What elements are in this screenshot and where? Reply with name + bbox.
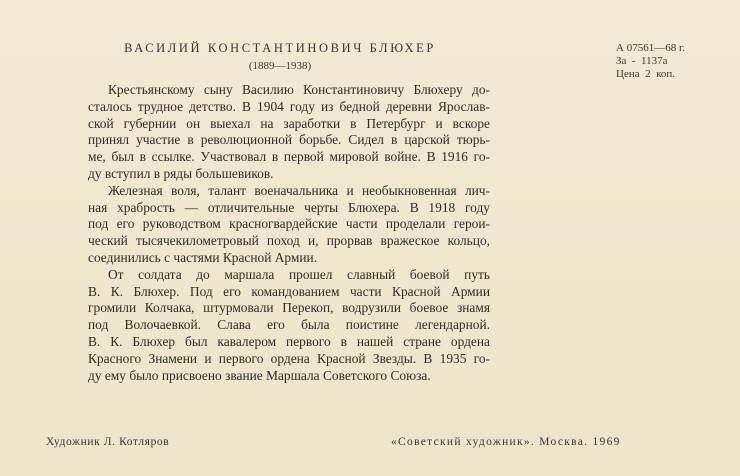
text-line: В. К. Блюхер был кавалером первого в нашей стране ордена bbox=[88, 333, 490, 349]
artist-credit: Художник Л. Котляров bbox=[46, 436, 170, 448]
paragraph-marshal bbox=[88, 267, 490, 385]
print-code-line: За - 1137а bbox=[616, 55, 668, 67]
text-line: ме, был в ссылке. Участвовал в первой мировой войне. В 1916 го- bbox=[88, 149, 490, 165]
print-info bbox=[616, 42, 685, 81]
paragraph-civil-war bbox=[88, 183, 490, 267]
text-line: От солдата до маршала прошел славный боевой путь bbox=[108, 266, 490, 282]
text-line: Железная воля, талант военачальника и необыкновенная лич- bbox=[108, 182, 490, 198]
text-line: ской губернии он выехал на заработки в Петербург и вскоре bbox=[88, 115, 490, 131]
text-line: ду ему было присвоено звание Маршала Советского Союза. bbox=[88, 367, 431, 383]
paragraph-childhood bbox=[88, 82, 490, 183]
text-line: Крестьянскому сыну Василию Константиновичу Блюхеру до- bbox=[108, 82, 490, 97]
publisher-credit: «Советский художник». Москва. 1969 bbox=[391, 436, 621, 448]
price-line: Цена 2 коп. bbox=[616, 68, 676, 80]
text-line: В. К. Блюхер. Под его командованием части Красной Армии bbox=[88, 283, 490, 299]
text-line: под его руководством красногвардейские части проделали герои- bbox=[88, 216, 490, 232]
text-line: ческий тысячекилометровый поход и, прорвав вражеское кольцо, bbox=[88, 233, 490, 249]
text-line: сталось трудное детство. В 1904 году из бедной деревни Ярослав- bbox=[88, 98, 490, 114]
page-title: ВАСИЛИЙ КОНСТАНТИНОВИЧ БЛЮХЕР bbox=[124, 41, 436, 55]
text-line: ная храбрость — отличительные черты Блюхера. В 1918 году bbox=[88, 199, 490, 215]
text-line: ду вступил в ряды большевиков. bbox=[88, 165, 274, 181]
biography-text bbox=[88, 82, 490, 384]
text-line: под Волочаевкой. Слава его была поистине легендарной. bbox=[88, 317, 490, 333]
text-line: принял участие в революционной борьбе. Сидел в царской тюрь- bbox=[88, 132, 490, 148]
text-line: громили Колчака, штурмовали Перекоп, водрузили боевое знамя bbox=[88, 300, 490, 316]
print-code-line: А 07561—68 г. bbox=[616, 42, 685, 54]
life-years: (1889—1938) bbox=[248, 60, 312, 72]
text-line: соединились с частями Красной Армии. bbox=[88, 249, 318, 265]
text-line: Красного Знамени и первого ордена Красной Звезды. В 1935 го- bbox=[88, 350, 490, 366]
